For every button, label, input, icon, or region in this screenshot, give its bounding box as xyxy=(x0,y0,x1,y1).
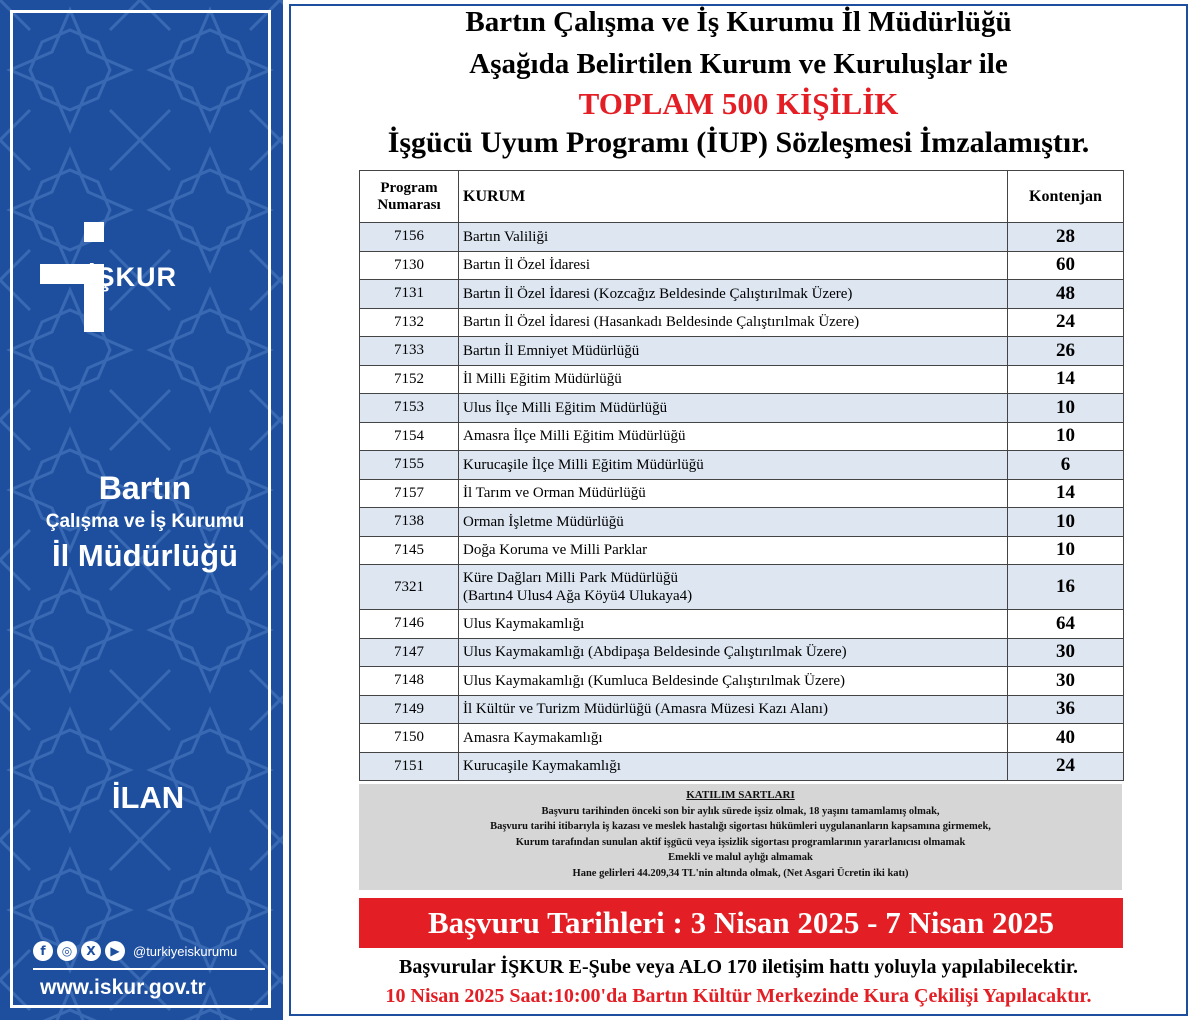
program-number: 7130 xyxy=(360,251,459,280)
participation-conditions xyxy=(359,784,1122,890)
institution: Ulus Kaymakamlığı (Abdipaşa Beldesinde Çalıştırılmak Üzere) xyxy=(459,638,1008,667)
quota: 24 xyxy=(1008,308,1124,337)
table-header-row xyxy=(360,171,1124,223)
quota: 60 xyxy=(1008,251,1124,280)
conditions-title: KATILIM SARTLARI xyxy=(686,789,795,801)
condition-line: Başvuru tarihi itibarıyla iş kazası ve meslek hastalığı sigortası hükümleri uygulananların kapsamına girmemek, xyxy=(490,821,991,833)
table-row xyxy=(360,667,1124,696)
table-row xyxy=(360,394,1124,423)
institution: Kurucaşile İlçe Milli Eğitim Müdürlüğü xyxy=(459,451,1008,480)
quota: 16 xyxy=(1008,565,1124,610)
quota: 64 xyxy=(1008,610,1124,639)
sidebar-frame xyxy=(10,10,271,1008)
x-icon[interactable]: X xyxy=(81,941,101,961)
header-line-1: Bartın Çalışma ve İş Kurumu İl Müdürlüğü xyxy=(465,6,1012,38)
table-row xyxy=(360,724,1124,753)
institution: Ulus İlçe Milli Eğitim Müdürlüğü xyxy=(459,394,1008,423)
program-number: 7155 xyxy=(360,451,459,480)
institution: Bartın İl Özel İdaresi xyxy=(459,251,1008,280)
program-number: 7157 xyxy=(360,479,459,508)
table-row xyxy=(360,308,1124,337)
sidebar-title-agency: Çalışma ve İş Kurumu xyxy=(45,511,245,532)
sidebar-divider xyxy=(33,968,265,970)
table-row xyxy=(360,508,1124,537)
quota: 10 xyxy=(1008,422,1124,451)
program-number: 7132 xyxy=(360,308,459,337)
col-program-number xyxy=(360,171,459,223)
program-number: 7146 xyxy=(360,610,459,639)
condition-line: Hane gelirleri 44.209,34 TL'nin altında olmak, (Net Asgari Ücretin iki katı) xyxy=(572,867,909,879)
col-kurum: KURUM xyxy=(459,171,1008,223)
table-row xyxy=(360,451,1124,480)
institution: İl Tarım ve Orman Müdürlüğü xyxy=(459,479,1008,508)
condition-line: Emekli ve malul aylığı almamak xyxy=(668,852,813,864)
institution: Ulus Kaymakamlığı xyxy=(459,610,1008,639)
institution: İl Kültür ve Turizm Müdürlüğü (Amasra Müzesi Kazı Alanı) xyxy=(459,695,1008,724)
program-number: 7153 xyxy=(360,394,459,423)
program-number: 7149 xyxy=(360,695,459,724)
table-row xyxy=(360,536,1124,565)
table-row xyxy=(360,365,1124,394)
institution: Ulus Kaymakamlığı (Kumluca Beldesinde Çalıştırılmak Üzere) xyxy=(459,667,1008,696)
quota: 26 xyxy=(1008,337,1124,366)
quota: 10 xyxy=(1008,536,1124,565)
institution: Bartın İl Emniyet Müdürlüğü xyxy=(459,337,1008,366)
quota: 24 xyxy=(1008,752,1124,781)
table-row xyxy=(360,752,1124,781)
table-row xyxy=(360,565,1124,610)
institution: Kurucaşile Kaymakamlığı xyxy=(459,752,1008,781)
notice-label: İLAN xyxy=(111,780,185,815)
header-total: TOPLAM 500 KİŞİLİK xyxy=(578,86,899,121)
application-channels: Başvurular İŞKUR E-Şube veya ALO 170 iletişim hattı yoluyla yapılabilecektir. xyxy=(399,956,1078,978)
col-program-line1: Program xyxy=(380,179,438,196)
institution: Amasra İlçe Milli Eğitim Müdürlüğü xyxy=(459,422,1008,451)
institution: Amasra Kaymakamlığı xyxy=(459,724,1008,753)
quota: 40 xyxy=(1008,724,1124,753)
header-line-2: Aşağıda Belirtilen Kurum ve Kuruluşlar ile xyxy=(469,48,1008,80)
social-handle[interactable]: @turkiyeiskurumu xyxy=(133,943,238,959)
table-row xyxy=(360,638,1124,667)
program-number: 7138 xyxy=(360,508,459,537)
sidebar-banner xyxy=(0,0,283,1020)
institution: İl Milli Eğitim Müdürlüğü xyxy=(459,365,1008,394)
institution: Orman İşletme Müdürlüğü xyxy=(459,508,1008,537)
program-number: 7133 xyxy=(360,337,459,366)
quota: 48 xyxy=(1008,280,1124,309)
program-number: 7154 xyxy=(360,422,459,451)
program-number: 7131 xyxy=(360,280,459,309)
announcement-content xyxy=(283,0,1194,1020)
program-number: 7147 xyxy=(360,638,459,667)
program-table xyxy=(359,170,1124,781)
youtube-icon[interactable]: ▶ xyxy=(105,941,125,961)
program-number: 7151 xyxy=(360,752,459,781)
table-row xyxy=(360,223,1124,252)
institution: Bartın Valiliği xyxy=(459,223,1008,252)
institution xyxy=(459,565,1008,610)
program-number: 7321 xyxy=(360,565,459,610)
facebook-icon[interactable]: f xyxy=(33,941,53,961)
institution: Bartın İl Özel İdaresi (Hasankadı Beldesinde Çalıştırılmak Üzere) xyxy=(459,308,1008,337)
table-row xyxy=(360,479,1124,508)
col-program-line2: Numarası xyxy=(377,196,441,213)
sidebar-title-directorate: İl Müdürlüğü xyxy=(52,538,238,573)
table-row xyxy=(360,280,1124,309)
program-number: 7145 xyxy=(360,536,459,565)
sidebar-title-city: Bartın xyxy=(98,470,192,506)
social-links xyxy=(33,941,237,961)
quota: 28 xyxy=(1008,223,1124,252)
col-kontenjan: Kontenjan xyxy=(1008,171,1124,223)
application-dates-banner: Başvuru Tarihleri : 3 Nisan 2025 - 7 Nisan 2025 xyxy=(359,898,1123,948)
program-number: 7150 xyxy=(360,724,459,753)
quota: 30 xyxy=(1008,667,1124,696)
program-number: 7152 xyxy=(360,365,459,394)
quota: 30 xyxy=(1008,638,1124,667)
instagram-icon[interactable]: ◎ xyxy=(57,941,77,961)
condition-line: Başvuru tarihinden önceki son bir aylık sürede işsiz olmak, 18 yaşını tamamlamış olmak, xyxy=(541,805,940,817)
header-line-4: İşgücü Uyum Programı (İUP) Sözleşmesi İmzalamıştır. xyxy=(387,126,1090,159)
website-link[interactable]: www.iskur.gov.tr xyxy=(40,976,206,999)
quota: 6 xyxy=(1008,451,1124,480)
institution: Bartın İl Özel İdaresi (Kozcağız Beldesinde Çalıştırılmak Üzere) xyxy=(459,280,1008,309)
table-row xyxy=(360,337,1124,366)
quota: 10 xyxy=(1008,508,1124,537)
condition-line: Kurum tarafından sunulan aktif işgücü veya işsizlik sigortası programlarının yararlanıcısı olmamak xyxy=(515,836,966,848)
table-row xyxy=(360,695,1124,724)
lottery-notice: 10 Nisan 2025 Saat:10:00'da Bartın Kültür Merkezinde Kura Çekilişi Yapılacaktır. xyxy=(385,985,1092,1007)
program-number: 7156 xyxy=(360,223,459,252)
quota: 14 xyxy=(1008,365,1124,394)
program-number: 7148 xyxy=(360,667,459,696)
quota: 14 xyxy=(1008,479,1124,508)
table-row xyxy=(360,610,1124,639)
table-row xyxy=(360,422,1124,451)
quota: 36 xyxy=(1008,695,1124,724)
logo-text: İŞKUR xyxy=(88,262,178,292)
institution-line-2: (Bartın4 Ulus4 Ağa Köyü4 Ulukaya4) xyxy=(463,588,693,604)
institution-line-1: Küre Dağları Milli Park Müdürlüğü xyxy=(463,570,678,586)
table-row xyxy=(360,251,1124,280)
institution: Doğa Koruma ve Milli Parklar xyxy=(459,536,1008,565)
quota: 10 xyxy=(1008,394,1124,423)
